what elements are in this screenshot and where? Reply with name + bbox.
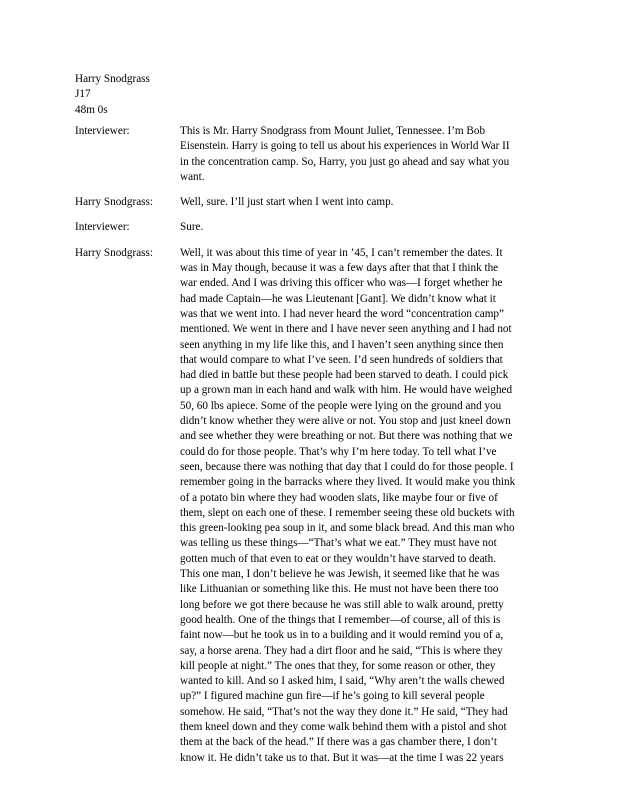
speech-line: mentioned. We went in there and I have never seen anything and I had not xyxy=(180,323,512,336)
speaker-label: Harry Snodgrass: xyxy=(75,246,153,259)
speech-line: kill people at night.” The ones that they, for some reason or other, they xyxy=(180,659,496,672)
speech-line: somehow. He said, “That’s not the way they done it.” He said, “They had xyxy=(180,705,508,718)
speech-line: wanted to kill. And so I asked him, I said, “Why aren’t the walls chewed xyxy=(180,675,505,688)
speaker-label: Harry Snodgrass: xyxy=(75,196,153,209)
transcript-body xyxy=(75,124,555,776)
speech-text xyxy=(180,195,555,210)
speech-line: up?” I figured machine gun fire—if he’s going to kill several people xyxy=(180,690,485,703)
speech-line: seen anything in my life like this, and I haven’t seen anything since then xyxy=(180,338,504,351)
speech-line: Eisenstein. Harry is going to tell us about his experiences in World War II xyxy=(180,140,510,153)
speech-text xyxy=(180,246,555,766)
speech-line: this green-looking pea soup in it, and some black bread. And this man who xyxy=(180,522,515,535)
speech-line: like Lithuanian or something like this. He must not have been there too xyxy=(180,583,499,596)
speech-line: didn’t know whether they were alive or not. You stop and just kneel down xyxy=(180,415,511,428)
speech-line: say, a horse arena. They had a dirt floor and he said, “This is where they xyxy=(180,644,503,657)
speech-text xyxy=(180,220,555,235)
speech-line: remember going in the barracks where they lived. It would make you think xyxy=(180,476,516,489)
speech-line: was that we went into. I had never heard the word “concentration camp” xyxy=(180,307,504,320)
speech-line: was in May though, because it was a few days after that that I think the xyxy=(180,262,499,275)
speaker-label: Interviewer: xyxy=(75,125,130,137)
transcript-turn xyxy=(75,220,555,235)
transcript-turn xyxy=(75,124,555,185)
speaker-label: Interviewer: xyxy=(75,221,130,234)
speech-line: war ended. And I was driving this officer who was—I forget whether he xyxy=(180,277,503,290)
speech-line: had died in battle but these people had been starved to death. I could pick xyxy=(180,369,509,382)
interview-duration: 48m 0s xyxy=(75,103,108,116)
speech-line: in the concentration camp. So, Harry, you just go ahead and say what you xyxy=(180,155,510,168)
speech-line: had made Captain—he was Lieutenant [Gant]. We didn’t know what it xyxy=(180,292,496,305)
speech-line: gotten much of that even to eat or they wouldn’t have starved to death. xyxy=(180,552,497,565)
speech-line: long before we got there because he was still able to walk around, pretty xyxy=(180,598,504,611)
speech-line: of a potato bin where they had wooden slats, like maybe four or five of xyxy=(180,491,498,504)
speech-line: them, slept on each one of these. I remember seeing these old buckets with xyxy=(180,506,515,519)
speech-line: them kneel down and they come walk behind them with a pistol and shot xyxy=(180,720,507,733)
transcript-header xyxy=(75,72,150,118)
speech-line: good health. One of the things that I remember—of course, all of this is xyxy=(180,613,501,626)
speech-line: Sure. xyxy=(180,221,204,234)
interviewee-name: Harry Snodgrass xyxy=(75,73,150,85)
speech-line: 50, 60 lbs apiece. Some of the people were lying on the ground and you xyxy=(180,399,502,412)
speech-line: them at the back of the head.” If there was a gas chamber there, I don’t xyxy=(180,736,497,749)
speech-line: want. xyxy=(180,170,205,183)
speech-line: know it. He didn’t take us to that. But it was—at the time I was 22 years xyxy=(180,751,504,764)
speech-line: could do for those people. That’s why I’m here today. To tell what I’ve xyxy=(180,445,497,458)
speech-line: that would compare to what I’ve seen. I’d seen hundreds of soldiers that xyxy=(180,353,503,366)
speech-line: faint now—but he took us in to a building and it would remind you of a, xyxy=(180,629,504,642)
speech-line: Well, it was about this time of year in ’45, I can’t remember the dates. It xyxy=(180,246,503,259)
speech-text xyxy=(180,124,555,185)
speech-line: up a grown man in each hand and walk with him. He would have weighed xyxy=(180,384,513,397)
speech-line: This one man, I don’t believe he was Jewish, it seemed like that he was xyxy=(180,568,500,581)
speech-line: This is Mr. Harry Snodgrass from Mount Juliet, Tennessee. I’m Bob xyxy=(180,125,486,137)
interview-code: J17 xyxy=(75,88,91,101)
transcript-turn xyxy=(75,195,555,210)
speech-line: and see whether they were breathing or not. But there was nothing that we xyxy=(180,430,513,443)
speech-line: was telling us these things—“That’s what we eat.” They must have not xyxy=(180,537,497,550)
speech-line: Well, sure. I’ll just start when I went into camp. xyxy=(180,196,394,209)
speech-line: seen, because there was nothing that day that I could do for those people. I xyxy=(180,460,514,473)
transcript-turn xyxy=(75,246,555,766)
